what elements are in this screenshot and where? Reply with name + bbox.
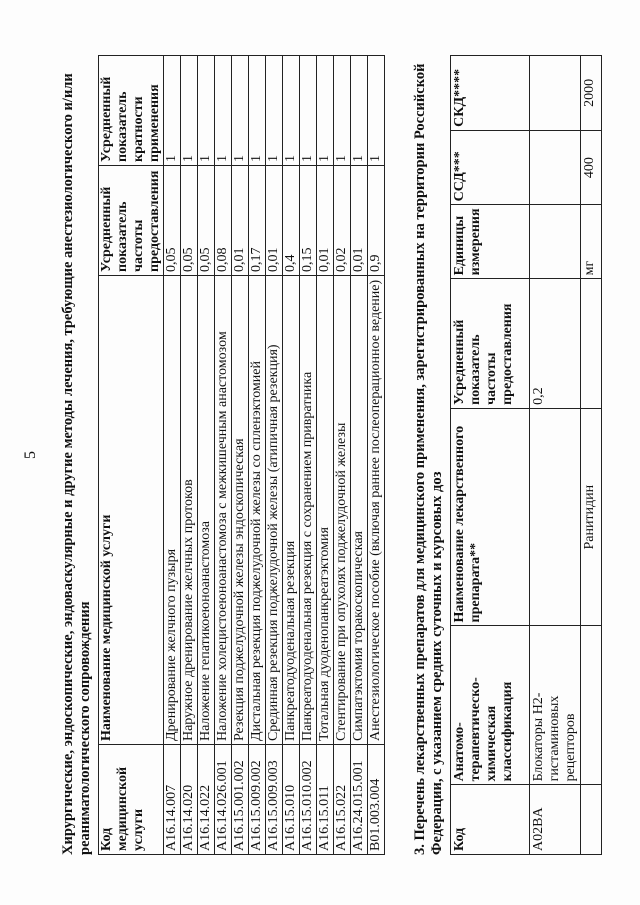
cell: A02BA xyxy=(530,785,581,855)
rotated-page-content xyxy=(20,25,620,885)
header-skd: СКД**** xyxy=(451,56,530,131)
table-cell: 1 xyxy=(215,56,232,166)
table-cell: 1 xyxy=(232,56,249,166)
cell: Ранитидин xyxy=(581,408,602,626)
section2-title: 3. Перечень лекарственных препаратов для медицинского применения, зарегистрированных на территории Российской Федерации, с указанием средних суточных и курсовых доз xyxy=(412,63,445,855)
header-drug-name: Наименование лекарственного препарата** xyxy=(451,408,530,626)
table-cell: A16.24.015.001 xyxy=(351,745,368,855)
table-cell: A16.14.022 xyxy=(198,745,215,855)
table-row xyxy=(249,56,266,855)
medical-services-table xyxy=(98,55,385,855)
section1-title: Хирургические, эндоскопические, эндоваскулярные и другие методы лечения, требующие анестезиологического и/или реаниматологического сопровождения xyxy=(60,73,93,855)
cell: 400 xyxy=(581,130,602,205)
table-cell: Резекция поджелудочной железы эндоскопическая xyxy=(232,275,249,744)
table-cell: Дренирование желчного пузыря xyxy=(164,275,181,744)
table-cell: Стентирование при опухолях поджелудочной железы xyxy=(334,275,351,744)
table-cell: Дистальная резекция поджелудочной железы со спленэктомией xyxy=(249,275,266,744)
table-cell: 0,05 xyxy=(198,165,215,275)
table-cell: 0,01 xyxy=(266,165,283,275)
table-cell: A16.14.020 xyxy=(181,745,198,855)
table-cell: B01.003.004 xyxy=(368,745,385,855)
table-cell: A16.15.010.002 xyxy=(300,745,317,855)
table-cell: Наружное дренирование желчных протоков xyxy=(181,275,198,744)
table-row xyxy=(300,56,317,855)
header-atc: Анатомо-терапевтическо-химическая классификация xyxy=(451,626,530,785)
header-code: Код медицинской услуги xyxy=(99,745,164,855)
table-cell: 1 xyxy=(300,56,317,166)
table-cell: 0,08 xyxy=(215,165,232,275)
cell xyxy=(581,785,602,855)
table-row xyxy=(215,56,232,855)
cell: мг xyxy=(581,205,602,279)
header-ssd: ССД*** xyxy=(451,130,530,205)
cell: 2000 xyxy=(581,56,602,131)
table-row xyxy=(334,56,351,855)
table-cell: 1 xyxy=(249,56,266,166)
table-row xyxy=(351,56,368,855)
table-cell: 0,15 xyxy=(300,165,317,275)
table-cell: Панкреатодуоденальная резекция с сохранением привратника xyxy=(300,275,317,744)
table-cell: A16.14.007 xyxy=(164,745,181,855)
table-row xyxy=(164,56,181,855)
header-drug-code: Код xyxy=(451,785,530,855)
table-cell: A16.15.009.002 xyxy=(249,745,266,855)
table-cell: 0,01 xyxy=(317,165,334,275)
table-cell: 1 xyxy=(283,56,300,166)
table-cell: A16.14.026.001 xyxy=(215,745,232,855)
table-cell: 0,02 xyxy=(334,165,351,275)
table-cell: Наложение холецистоеюноанастомоза с межкишечным анастомозом xyxy=(215,275,232,744)
drugs-table xyxy=(450,55,602,855)
table-cell: 0,01 xyxy=(232,165,249,275)
cell xyxy=(530,130,581,205)
table-row xyxy=(317,56,334,855)
table-cell: 1 xyxy=(317,56,334,166)
cell: 0,2 xyxy=(530,279,581,409)
cell xyxy=(530,408,581,626)
table-cell: A16.15.009.003 xyxy=(266,745,283,855)
table-cell: Тотальная дуоденопанкреатэктомия xyxy=(317,275,334,744)
table-row xyxy=(368,56,385,855)
table-cell: 0,9 xyxy=(368,165,385,275)
table-cell: Анестезиологическое пособие (включая раннее послеоперационное ведение) xyxy=(368,275,385,744)
header-multiplicity: Усредненный показатель кратности применения xyxy=(99,56,164,166)
table-cell: 1 xyxy=(351,56,368,166)
table-header-row xyxy=(99,56,164,855)
cell: Блокаторы H2-гистаминовых рецепторов xyxy=(530,626,581,785)
table-cell: 1 xyxy=(368,56,385,166)
drug-row xyxy=(581,56,602,855)
table-row xyxy=(283,56,300,855)
header-unit: Единицы измерения xyxy=(451,205,530,279)
table-cell: A16.15.011 xyxy=(317,745,334,855)
table-cell: 0,17 xyxy=(249,165,266,275)
cell xyxy=(581,279,602,409)
table-cell: A16.15.001.002 xyxy=(232,745,249,855)
cell xyxy=(581,626,602,785)
header-frequency: Усредненный показатель частоты предоставления xyxy=(99,165,164,275)
table-row xyxy=(198,56,215,855)
table-row xyxy=(232,56,249,855)
table-cell: Срединная резекция поджелудочной железы (атипичная резекция) xyxy=(266,275,283,744)
table-cell: 1 xyxy=(181,56,198,166)
table-cell: 0,01 xyxy=(351,165,368,275)
table-cell: Симпатэктомия торакоскопическая xyxy=(351,275,368,744)
cell xyxy=(530,205,581,279)
table-cell: 0,05 xyxy=(164,165,181,275)
table-cell: 1 xyxy=(164,56,181,166)
header-drug-frequency: Усредненный показатель частоты предоставления xyxy=(451,279,530,409)
drugs-header-row xyxy=(451,56,530,855)
drug-group-row xyxy=(530,56,581,855)
table-cell: 0,05 xyxy=(181,165,198,275)
table-cell: 1 xyxy=(334,56,351,166)
table-cell: 1 xyxy=(198,56,215,166)
table-cell: A16.15.010 xyxy=(283,745,300,855)
table-cell: A16.15.022 xyxy=(334,745,351,855)
table-cell: Наложение гепатикоеюноанастомоза xyxy=(198,275,215,744)
header-service-name: Наименование медицинской услуги xyxy=(99,275,164,744)
table-cell: Панкреатодуоденальная резекция xyxy=(283,275,300,744)
table-cell: 1 xyxy=(266,56,283,166)
table-row xyxy=(181,56,198,855)
page-number: 5 xyxy=(22,451,39,459)
cell xyxy=(530,56,581,131)
table-cell: 0,4 xyxy=(283,165,300,275)
table-row xyxy=(266,56,283,855)
